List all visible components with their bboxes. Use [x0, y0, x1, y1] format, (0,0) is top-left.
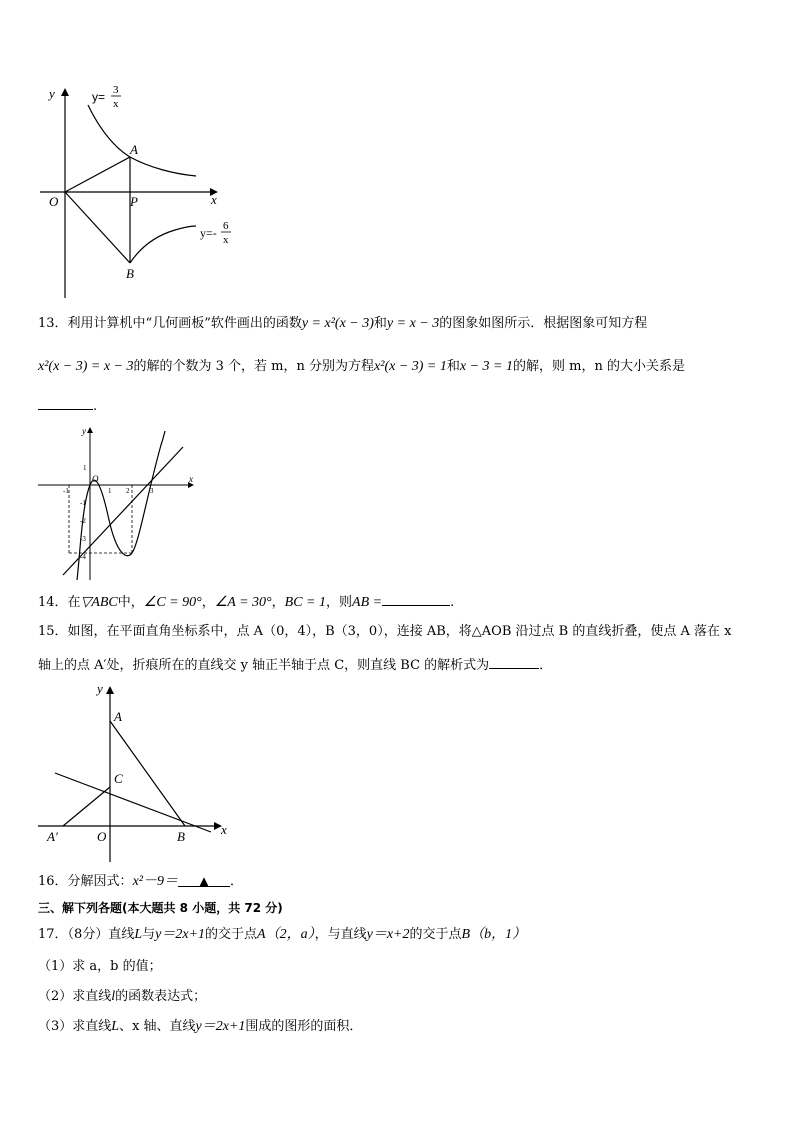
fig13-tick-x-1: 1	[108, 487, 112, 495]
curve-y-neg6-over-x	[130, 226, 196, 263]
q16-answer-blank[interactable]	[178, 871, 230, 887]
figure-q13	[35, 425, 200, 582]
q17-text-c: 的交于点	[205, 927, 258, 942]
y-axis-arrow-icon	[106, 686, 114, 694]
q14-triangle: ▽ABC	[80, 595, 118, 610]
q13-number: 13．	[38, 316, 68, 331]
q16-marker: ▲	[199, 874, 209, 888]
fig15-origin-label: O	[97, 829, 107, 844]
section3-title: 三、解下列各题(本大题共 8 小题，共 72 分)	[38, 901, 283, 915]
q13-eq-m: x²(x − 3) = 1	[374, 359, 447, 374]
segment-a-prime-c	[63, 787, 110, 826]
q17-eq1: y＝2x+1	[155, 927, 206, 942]
fig13-tick-y-neg3: -3	[80, 535, 86, 543]
fig15-x-label: x	[221, 822, 227, 837]
curve1-label-lhs: y=	[92, 90, 106, 104]
q14-text-b: 中，	[117, 595, 144, 610]
fig13-y-label: y	[82, 426, 86, 436]
q17-sub3-b: 、x 轴、直线	[119, 1019, 196, 1034]
q17-sub1: （1）求 a，b 的值；	[38, 959, 162, 974]
q14-text-a: 在	[67, 595, 81, 610]
q17-point-b: B（b，1）	[461, 927, 527, 942]
line-bc-fold	[55, 773, 211, 832]
q14-sep: ，	[201, 595, 215, 610]
q14-ab: AB =	[352, 595, 383, 610]
q14-answer-blank[interactable]	[382, 591, 450, 606]
q14-text-c: ，则	[326, 595, 353, 610]
fig13-tick-x-2: 2	[126, 487, 130, 495]
q13-func1: y = x²(x − 3)	[301, 316, 374, 331]
q13-text-c: 的解的个数为 3 个，若 m，n 分别为方程	[133, 359, 375, 374]
segment-oa	[65, 157, 130, 192]
q17-sub3-l: L	[111, 1019, 120, 1034]
q15-text-2: 轴上的点 A′处，折痕所在的直线交 y 轴正半轴于点 C，则直线 BC 的解析式为	[38, 658, 490, 673]
q14-angle-c: ∠C = 90°	[143, 595, 202, 610]
q17-sub3	[38, 1017, 362, 1037]
fig13-origin-label: O	[92, 474, 99, 484]
q13-text-d: 的解，则 m，n 的大小关系是	[513, 359, 685, 374]
q17-eq2: y＝x+2	[366, 927, 410, 942]
q14-sep-2: ，	[271, 595, 285, 610]
fig12-x-label: x	[211, 192, 217, 207]
q17-score: （8分）	[67, 927, 109, 942]
curve1-label-den: x	[113, 98, 119, 110]
q15-text-1: 如图，在平面直角坐标系中，点 A（0，4），B（3，0），连接 AB，将△AOB 沿过点 B 的直线折叠，使点 A 落在 x	[67, 624, 732, 639]
q17-sub2-l: l	[111, 989, 116, 1004]
fig12-y-label: y	[49, 86, 55, 101]
curve1-label-num: 3	[113, 84, 119, 96]
q14-angle-a: ∠A = 30°	[214, 595, 272, 610]
q13-and-2: 和	[446, 359, 460, 374]
fig13-tick-x-neg1: -1	[63, 487, 69, 495]
q14-end-mark: .	[450, 595, 455, 610]
q16-number: 16．	[38, 874, 68, 889]
q17-text-d: ，与直线	[314, 927, 367, 942]
q15-line1	[38, 622, 731, 642]
y-axis-arrow-icon	[61, 88, 69, 96]
q15-number: 15．	[38, 624, 68, 639]
curve-y-3-over-x	[88, 105, 196, 176]
q15-answer-blank[interactable]	[489, 654, 539, 669]
q17-sub3-eq: y＝2x+1	[195, 1019, 246, 1034]
q13-line1	[38, 314, 647, 334]
q17-number: 17．	[38, 927, 68, 942]
segment-ob	[65, 192, 130, 263]
q17-sub3-c: 围成的图形的面积．	[245, 1019, 363, 1034]
fig12-origin-label: O	[49, 194, 59, 209]
fig15-point-a-prime: A′	[47, 829, 58, 844]
q13-text-b: 的图象如图所示．根据图象可知方程	[439, 316, 648, 331]
figure-q12	[30, 80, 260, 305]
q13-eq-n: x − 3 = 1	[459, 359, 513, 374]
q15-end-mark: ．	[539, 658, 553, 673]
q13-answer-blank[interactable]	[38, 395, 93, 410]
q15-line2	[38, 654, 552, 676]
curve2-label-num: 6	[223, 220, 229, 232]
q16-line	[38, 871, 243, 892]
fig15-point-b: B	[177, 829, 185, 844]
curve2-label-lhs: y=-	[200, 226, 217, 240]
figure-q15	[35, 677, 235, 867]
q13-eq-main: x²(x − 3) = x − 3	[38, 359, 134, 374]
q17-sub3-a: （3）求直线	[38, 1019, 112, 1034]
q17-stem	[38, 925, 526, 945]
fig12-point-b: B	[126, 266, 134, 281]
q13-and: 和	[373, 316, 387, 331]
fig15-point-a: A	[114, 709, 122, 724]
fig15-point-c: C	[114, 771, 123, 786]
q13-end-mark: .	[93, 399, 98, 414]
fig12-point-a: A	[130, 142, 138, 157]
fig13-tick-x-3: 3	[150, 487, 154, 495]
q17-sub2-a: （2）求直线	[38, 989, 112, 1004]
q16-expr: x²－9＝	[132, 874, 178, 889]
q17-line-l: L	[134, 927, 143, 942]
fig13-tick-y-1: 1	[83, 464, 87, 472]
fig12-point-p: P	[130, 194, 138, 209]
fig13-tick-y-neg4: -4	[80, 553, 86, 561]
fig15-y-label: y	[97, 681, 103, 696]
q17-text-e: 的交于点	[409, 927, 462, 942]
q13-func2: y = x − 3	[386, 316, 440, 331]
q13-line2	[38, 357, 685, 377]
q16-text: 分解因式：	[67, 874, 133, 889]
q17-point-a: A（2，a）	[257, 927, 315, 942]
q17-text-b: 与	[142, 927, 156, 942]
q14-bc: BC = 1	[284, 595, 327, 610]
fig13-tick-y-neg2: -2	[80, 517, 86, 525]
fig13-tick-y-neg1: -1	[80, 499, 86, 507]
q17-text-a: 直线	[108, 927, 135, 942]
fig13-x-label: x	[189, 474, 193, 484]
q17-sub2-b: 的函数表达式；	[115, 989, 207, 1004]
q16-end-mark: ．	[229, 874, 243, 889]
q13-text-a: 利用计算机中“几何画板”软件画出的函数	[67, 316, 302, 331]
q14-number: 14．	[38, 595, 68, 610]
y-axis-arrow-icon	[87, 427, 93, 433]
q13-answer-line	[38, 395, 97, 417]
curve2-label-den: x	[223, 234, 229, 246]
q17-sub2	[38, 987, 206, 1007]
q14-line	[38, 591, 454, 613]
